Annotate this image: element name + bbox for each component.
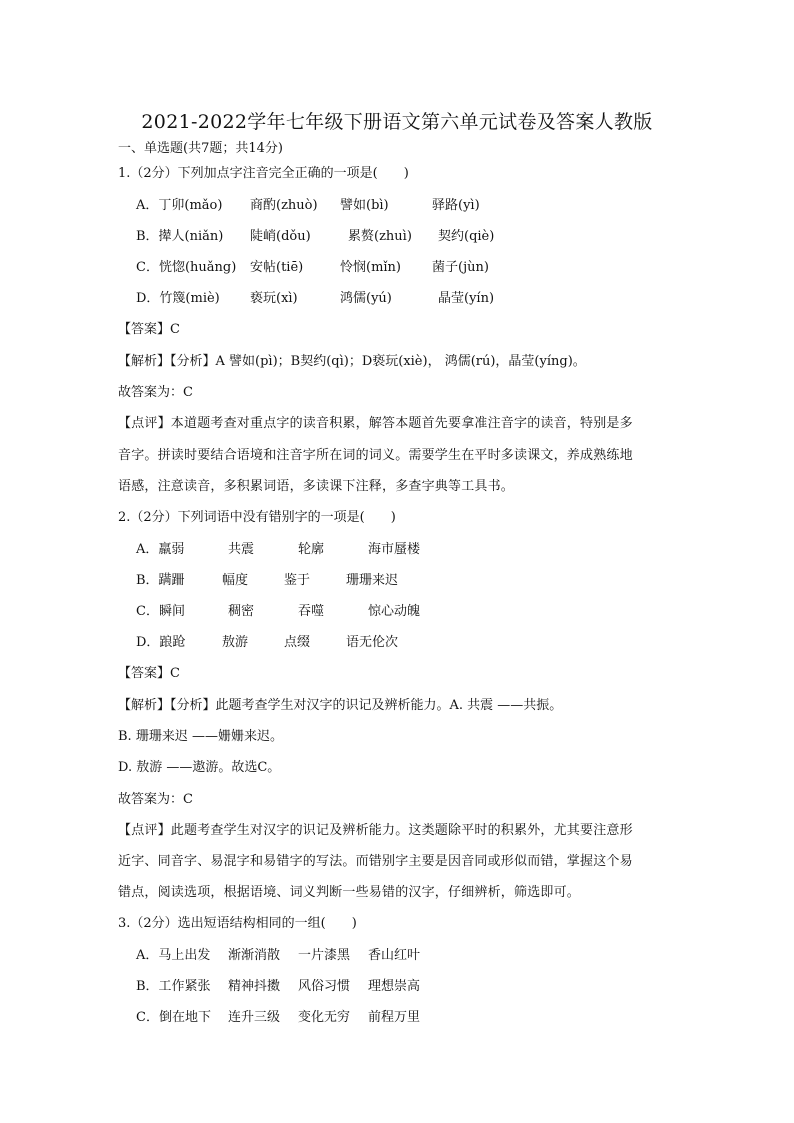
option-item: 风俗习惯 bbox=[298, 979, 351, 994]
option-item: 亵玩(xì) bbox=[250, 291, 298, 306]
option-item: 连升三级 bbox=[228, 1010, 281, 1025]
option-item: 精神抖擞 bbox=[228, 979, 281, 994]
answer-label: 【答案】C bbox=[118, 666, 180, 681]
option-item: 鉴于 bbox=[284, 573, 311, 588]
option-item: 变化无穷 bbox=[298, 1010, 351, 1025]
question-2-stem: 2.（2分）下列词语中没有错别字的一项是( ) bbox=[118, 510, 396, 525]
option-item: A．丁卯(mǎo) bbox=[136, 198, 223, 213]
option-item: 珊珊来迟 bbox=[346, 573, 399, 588]
answer-label: 【答案】C bbox=[118, 322, 180, 337]
option-item: 海市蜃楼 bbox=[368, 542, 421, 557]
option-item: 菌子(jùn) bbox=[432, 260, 489, 275]
option-item: D．踉跄 bbox=[136, 635, 186, 650]
comment-line: 近字、同音字、易混字和易错字的写法。而错别字主要是因音同或形似而错，掌握这个易 bbox=[118, 854, 633, 869]
answer-conclusion: 故答案为：C bbox=[118, 385, 193, 400]
option-item: 鸿儒(yú) bbox=[340, 291, 392, 306]
option-item: 商酌(zhuò) bbox=[250, 198, 318, 213]
option-item: 晶莹(yín) bbox=[438, 291, 495, 306]
option-item: 幅度 bbox=[222, 573, 249, 588]
option-item: A．马上出发 bbox=[136, 948, 211, 963]
option-item: 语无伦次 bbox=[346, 635, 399, 650]
option-item: 契约(qiè) bbox=[438, 229, 495, 244]
comment-line: 【点评】此题考查学生对汉字的识记及辨析能力。这类题除平时的积累外，尤其要注意形 bbox=[118, 823, 633, 838]
option-item: B．撵人(niǎn) bbox=[136, 229, 224, 244]
option-item: B．工作紧张 bbox=[136, 979, 211, 994]
option-item: 吞噬 bbox=[298, 604, 325, 619]
option-item: 点缀 bbox=[284, 635, 311, 650]
option-item: 敖游 bbox=[222, 635, 249, 650]
comment-line: 【点评】本道题考查对重点字的读音积累，解答本题首先要拿准注音字的读音，特别是多 bbox=[118, 416, 633, 431]
analysis-text: B. 珊珊来迟 ——姗姗来迟。 bbox=[118, 729, 283, 744]
question-3-stem: 3.（2分）选出短语结构相同的一组( ) bbox=[118, 916, 357, 931]
option-item: 稠密 bbox=[228, 604, 255, 619]
document-title: 2021-2022学年七年级下册语文第六单元试卷及答案人教版 bbox=[141, 111, 653, 133]
option-item: 驿路(yì) bbox=[432, 198, 480, 213]
option-item: 香山红叶 bbox=[368, 948, 421, 963]
option-item: 共震 bbox=[228, 542, 255, 557]
analysis-text: 【解析】【分析】A 譬如(pì)；B契约(qì)；D亵玩(xiè)， 鸿儒(rú)，晶莹(yíng)。 bbox=[118, 354, 586, 369]
option-item: 安帖(tiē) bbox=[250, 260, 304, 275]
comment-line: 音字。拼读时要结合语境和注音字所在词的词义。需要学生在平时多读课文，养成熟练地 bbox=[118, 448, 633, 463]
option-item: 累赘(zhuì) bbox=[348, 229, 412, 244]
option-item: 一片漆黑 bbox=[298, 948, 351, 963]
section-heading: 一、单选题(共7题；共14分) bbox=[118, 141, 283, 156]
option-item: 轮廓 bbox=[298, 542, 325, 557]
option-item: 譬如(bì) bbox=[340, 198, 389, 213]
comment-line: 语感，注意读音，多积累词语，多读课下注释，多查字典等工具书。 bbox=[118, 479, 515, 494]
option-item: 理想崇高 bbox=[368, 979, 421, 994]
analysis-text: 【解析】【分析】此题考查学生对汉字的识记及辨析能力。A. 共震 ——共振。 bbox=[118, 698, 563, 713]
option-item: A．羸弱 bbox=[136, 542, 185, 557]
option-item: C．倒在地下 bbox=[136, 1010, 211, 1025]
comment-line: 错点，阅读选项，根据语境、词义判断一些易错的汉字，仔细辨析，筛选即可。 bbox=[118, 885, 581, 900]
option-item: C．瞬间 bbox=[136, 604, 185, 619]
answer-conclusion: 故答案为：C bbox=[118, 792, 193, 807]
analysis-text: D. 敖游 ——遨游。故选C。 bbox=[118, 760, 281, 775]
option-item: B．蹒跚 bbox=[136, 573, 185, 588]
option-item: 渐渐消散 bbox=[228, 948, 281, 963]
option-item: 惊心动魄 bbox=[368, 604, 421, 619]
option-item: C．恍惚(huǎng) bbox=[136, 260, 237, 275]
question-1-stem: 1.（2分）下列加点字注音完全正确的一项是( ) bbox=[118, 166, 409, 181]
option-item: D．竹篾(miè) bbox=[136, 291, 220, 306]
option-item: 前程万里 bbox=[368, 1010, 421, 1025]
option-item: 陡峭(dǒu) bbox=[250, 229, 311, 244]
option-item: 怜悯(mǐn) bbox=[340, 260, 402, 275]
